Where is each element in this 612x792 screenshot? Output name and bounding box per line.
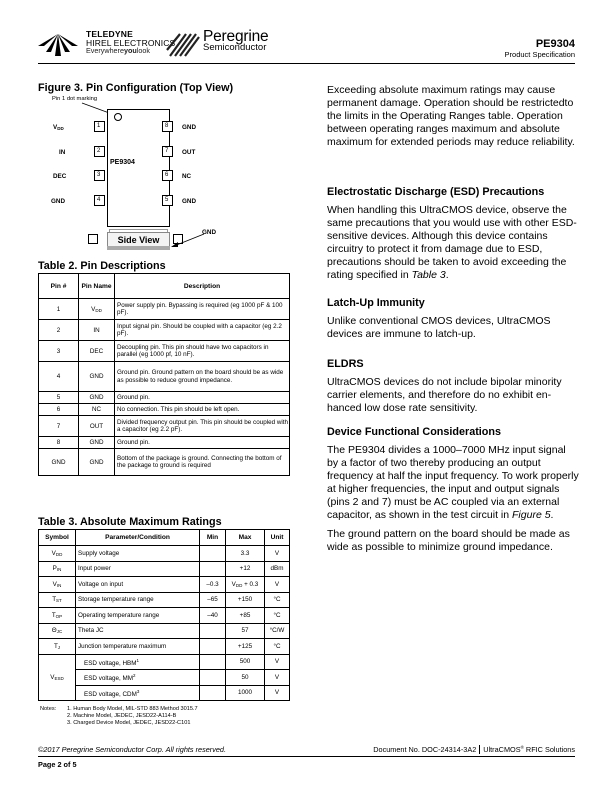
table-row: 7 OUT Divided frequency output pin. This pin should be coupled with a capacitor (eg 2.2 pF). <box>39 416 290 437</box>
eldrs-text: UltraCMOS devices do not include bipolar minority carrier elements, and therefore do no exhibit en-hanced low dose rate sensitivity. <box>327 376 562 414</box>
table-row: $V_{ESD}$ ESD voltage, HBM$^1$ 500 V <box>39 654 290 670</box>
footer-divider <box>479 745 480 754</box>
col-header: Pin # <box>39 274 79 299</box>
peregrine-logo-icon <box>166 32 200 58</box>
dfc-section <box>327 426 579 554</box>
pin-label-gnd-4: GND <box>51 198 65 205</box>
latchup-section <box>327 297 579 341</box>
col-header: Parameter/Condition <box>76 530 200 546</box>
note-item: 3. Charged Device Model, JEDEC, JESD22-C101 <box>67 720 191 726</box>
col-header: Description <box>115 274 290 299</box>
table-row: 4 GND Ground pin. Ground pattern on the board should be as wide as possible to reduce ground impedance. <box>39 362 290 392</box>
pin-2: 2 <box>94 146 105 157</box>
table-row: 3 DEC Decoupling pin. This pin should have two capacitors in parallel (eg 1000 pf, 10 nF). <box>39 341 290 362</box>
note-item: 2. Machine Model, JEDEC, JESD22-A114-B <box>67 713 177 719</box>
teledyne-wordmark: TELEDYNE HIREL ELECTRONICS Everywhereyoulook <box>86 30 338 56</box>
table-row: 2 IN Input signal pin. Should be coupled with a capacitor (eg 2.2 pF). <box>39 320 290 341</box>
table-row: $T_{OP}$ Operating temperature range –40 +85 °C <box>39 608 290 624</box>
table2-title: Table 2. Pin Descriptions <box>38 260 166 272</box>
note-item: 1. Human Body Model, MIL-STD 883 Method 3015.7 <box>67 706 198 712</box>
dfc-text-2: The ground pattern on the board should be made as wide as possible to minimize ground impedance. <box>327 528 570 553</box>
page-number: Page 2 of 5 <box>38 760 77 769</box>
esd-text: When handling this UltraCMOS device, observe the same precautions that you would use with other ESD-sensitive devices. Although this device contains circuitry to protect it from damage due to ESD, precautions should be taken to avoid exceeding the rating specified in Table 3. <box>327 204 577 281</box>
col-header: Pin Name <box>79 274 115 299</box>
table-row: $\Theta_{JC}$ Theta JC 57 °C/W <box>39 623 290 639</box>
pin-4: 4 <box>94 195 105 206</box>
table-row: $V_{DD}$ Supply voltage 3.3 V <box>39 546 290 562</box>
pin-label-out: OUT <box>182 149 196 156</box>
pin1-marking-label: Pin 1 dot marking <box>52 96 98 102</box>
part-number: PE9304 <box>535 38 575 50</box>
table-row: ESD voltage, $MM^2$ 50 V <box>39 670 290 686</box>
footer-doc-info: Document No. DOC-24314-3A2 UltraCMOS® RFIC Solutions <box>373 745 575 754</box>
table-row: 6 NC No connection. This pin should be left open. <box>39 404 290 416</box>
esd-section <box>327 186 579 282</box>
table-row: 1 $V_{DD}$ Power supply pin. Bypassing is required (eg 1000 pF & 100 pF). <box>39 299 290 320</box>
dfc-text: The PE9304 divides a 1000–7000 MHz input signal by a factor of two thereby producing an output frequency at half the input frequency. To work properly at higher frequencies, the input and output signals (pins 2 and 7) must be AC coupled via an external capacitor, as shown in the test circuit in Figure 5. <box>327 444 579 521</box>
table-row: 8 GND Ground pin. <box>39 437 290 449</box>
table-row: GND GND Bottom of the package is ground. Connecting the bottom of the package to ground is required <box>39 449 290 476</box>
pin-descriptions-table <box>38 273 290 476</box>
pin-label-nc: NC <box>182 173 192 180</box>
document-number: Document No. DOC-24314-3A2 <box>373 745 477 754</box>
pin-1: 1 <box>94 121 105 132</box>
teledyne-logo-icon <box>38 32 78 56</box>
col-header: Symbol <box>39 530 76 546</box>
pin-8: 8 <box>162 121 173 132</box>
pin-7: 7 <box>162 146 173 157</box>
eldrs-heading: ELDRS <box>327 358 364 370</box>
table-row: $V_{IN}$ Voltage on input –0.3 $V_{DD} + 0.3$ V <box>39 577 290 593</box>
table-row: 5 GND Ground pin. <box>39 392 290 404</box>
header-part-info <box>505 38 575 60</box>
table-row: $P_{IN}$ Input power +12 dBm <box>39 561 290 577</box>
doc-type: Product Specification <box>504 50 575 59</box>
pin-label-dec: DEC <box>53 173 67 180</box>
dfc-heading: Device Functional Considerations <box>327 426 501 438</box>
pin-label-in: IN <box>59 149 66 156</box>
pin-label-vdd: $V_{DD}$ <box>53 124 64 131</box>
peregrine-wordmark: Peregrine Semiconductor <box>203 28 269 53</box>
side-pad-left <box>88 234 98 244</box>
absolute-max-ratings-table <box>38 529 290 701</box>
pin1-dot-icon <box>114 113 122 121</box>
pin-label-gnd-5: GND <box>182 198 196 205</box>
footer-rule <box>38 756 575 757</box>
table-row: ESD voltage, CDM$^3$ 1000 V <box>39 685 290 701</box>
chip-label: PE9304 <box>110 159 135 166</box>
gnd-pad-label: GND <box>202 229 216 236</box>
copyright: ©2017 Peregrine Semiconductor Corp. All rights reserved. <box>38 745 227 754</box>
pin-6: 6 <box>162 170 173 181</box>
pin-label-gnd-8: GND <box>182 124 196 131</box>
page-header <box>38 28 575 64</box>
teledyne-tagline: Everywhereyoulook <box>86 46 150 56</box>
latchup-text: Unlike conventional CMOS devices, UltraCMOS devices are immune to latch-up. <box>327 315 551 340</box>
pin-configuration-diagram <box>40 96 280 256</box>
table3-title: Table 3. Absolute Maximum Ratings <box>38 516 222 528</box>
intro-paragraph: Exceeding absolute maximum ratings may cause permanent damage. Operation should be restrictedto the limits in the Operating Ranges table. Operation between operating ranges maximum and absolute maximum for extended periods may reduce reliability. <box>327 84 575 148</box>
side-view: Side View <box>107 232 170 250</box>
col-header: Min <box>200 530 226 546</box>
table3-reference: Table 3 <box>411 269 446 281</box>
esd-heading: Electrostatic Discharge (ESD) Precautions <box>327 186 545 198</box>
figure5-reference: Figure 5 <box>512 509 551 521</box>
pin-5: 5 <box>162 195 173 206</box>
eldrs-section <box>327 358 579 415</box>
table3-notes: Notes: 1. Human Body Model, MIL-STD 883 Method 3015.7 2. Machine Model, JEDEC, JESD22-A114-B 3. Charged Device Model, JEDEC, JESD22-C101 <box>40 706 198 726</box>
pin-3: 3 <box>94 170 105 181</box>
figure3-title: Figure 3. Pin Configuration (Top View) <box>38 82 234 94</box>
chip-body <box>107 109 170 227</box>
side-view-ground-pad <box>107 246 170 250</box>
col-header: Unit <box>265 530 290 546</box>
col-header: Max <box>226 530 265 546</box>
table-row: $T_J$ Junction temperature maximum +125 °C <box>39 639 290 655</box>
latchup-heading: Latch-Up Immunity <box>327 297 425 309</box>
table-row: $T_{ST}$ Storage temperature range –65 +150 °C <box>39 592 290 608</box>
